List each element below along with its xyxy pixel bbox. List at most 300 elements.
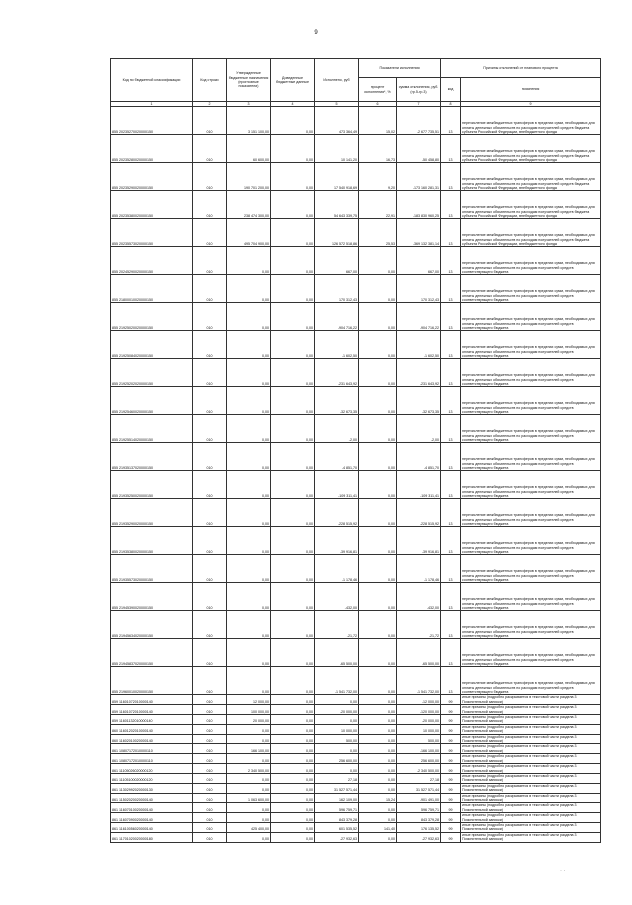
row-code-cell: 010 <box>193 555 227 583</box>
reason-code-cell: 99 <box>441 695 461 705</box>
reason-code-cell: 13 <box>441 303 461 331</box>
table-row <box>111 443 601 471</box>
percent-cell: 16,73 <box>359 135 397 163</box>
explanation-cell: перечисление межбюджетных трансферов в пределах сумм, необходимых для оплаты денежных обязательств по расходам получателей средств соответствующего бюджета <box>461 499 601 527</box>
budget-code-cell: 861 11302992020000130 <box>111 783 193 793</box>
limits-cell: 0,00 <box>271 359 315 387</box>
approved-cell: 0,00 <box>227 331 271 359</box>
table-row <box>111 191 601 219</box>
budget-code-cell: 861 11607010020000140 <box>111 803 193 813</box>
budget-code-cell: 855 21925020020000150 <box>111 303 193 331</box>
table-row <box>111 583 601 611</box>
limits-cell: 0,00 <box>271 443 315 471</box>
approved-cell: 0,00 <box>227 734 271 744</box>
deviation-cell: -32 673,35 <box>397 387 441 415</box>
executed-cell: 162 109,00 <box>315 793 359 803</box>
reason-code-cell: 99 <box>441 832 461 842</box>
percent-cell: 0,00 <box>359 803 397 813</box>
budget-code-cell: 855 21925460020000150 <box>111 387 193 415</box>
budget-code-cell: 855 20245290020000150 <box>111 247 193 275</box>
header-deviation: сумма отклонения, руб. (гр.5-гр.3) <box>397 78 441 102</box>
table-row <box>111 303 601 331</box>
approved-cell: 166 100,00 <box>227 744 271 754</box>
limits-cell: 0,00 <box>271 813 315 823</box>
reason-code-cell: 13 <box>441 359 461 387</box>
explanation-cell: перечисление межбюджетных трансферов в пределах сумм, необходимых для оплаты денежных обязательств по расходам получателей средств соответствующего бюджета <box>461 527 601 555</box>
explanation-cell: перечисление межбюджетных трансферов в пределах сумм, необходимых для оплаты денежных обязательств по расходам получателей средств соответствующего бюджета <box>461 639 601 667</box>
executed-cell: 170 312,43 <box>315 275 359 303</box>
table-row <box>111 499 601 527</box>
approved-cell: 0,00 <box>227 303 271 331</box>
row-code-cell: 010 <box>193 107 227 135</box>
row-code-cell: 010 <box>193 191 227 219</box>
row-code-cell: 010 <box>193 764 227 774</box>
row-code-cell: 010 <box>193 275 227 303</box>
deviation-cell: 256 600,00 <box>397 754 441 764</box>
header-executed: Исполнено, руб <box>315 59 359 102</box>
table-row <box>111 803 601 813</box>
deviation-cell: -432,00 <box>397 583 441 611</box>
budget-code-cell: 855 21925514020000150 <box>111 415 193 443</box>
deviation-cell: -39 916,81 <box>397 527 441 555</box>
explanation-cell: иные причины (подробно раскрывается в текстовой части раздела 3 Пояснительной записки) <box>461 705 601 715</box>
deviation-cell: 176 135,52 <box>397 822 441 832</box>
limits-cell: 0,00 <box>271 583 315 611</box>
reason-code-cell: 13 <box>441 527 461 555</box>
deviation-cell: -1 178,46 <box>397 555 441 583</box>
limits-cell: 0,00 <box>271 219 315 247</box>
approved-cell: 0,00 <box>227 639 271 667</box>
deviation-cell: -1 541 732,00 <box>397 667 441 695</box>
row-code-cell: 010 <box>193 734 227 744</box>
budget-code-cell: 860 11601202010000140 <box>111 724 193 734</box>
reason-code-cell: 13 <box>441 247 461 275</box>
executed-cell: -1 178,46 <box>315 555 359 583</box>
deviation-cell: 170 312,43 <box>397 275 441 303</box>
explanation-cell: перечисление межбюджетных трансферов в пределах сумм, необходимых для оплаты денежных обязательств по расходам получателей средств соответствующего бюджета <box>461 331 601 359</box>
percent-cell: 0,00 <box>359 583 397 611</box>
executed-cell: -1 602,50 <box>315 331 359 359</box>
table-row <box>111 793 601 803</box>
table-row <box>111 744 601 754</box>
budget-code-cell: 855 21925084020000150 <box>111 331 193 359</box>
reason-code-cell: 13 <box>441 583 461 611</box>
row-code-cell: 010 <box>193 822 227 832</box>
limits-cell: 0,00 <box>271 163 315 191</box>
percent-cell: 0,00 <box>359 331 397 359</box>
reason-code-cell: 13 <box>441 611 461 639</box>
percent-cell: 141,40 <box>359 822 397 832</box>
column-number: 2 <box>193 102 227 107</box>
executed-cell: 10 000,00 <box>315 724 359 734</box>
row-code-cell: 010 <box>193 639 227 667</box>
percent-cell: 0,00 <box>359 724 397 734</box>
limits-cell: 0,00 <box>271 803 315 813</box>
header-approved: Утвержденные бюджетные назначения (прогнозные показатели) <box>227 59 271 102</box>
reason-code-cell: 99 <box>441 813 461 823</box>
deviation-cell: -369 132 381,14 <box>397 219 441 247</box>
percent-cell: 0,00 <box>359 667 397 695</box>
row-code-cell: 010 <box>193 219 227 247</box>
row-code-cell: 010 <box>193 135 227 163</box>
budget-code-cell: 855 21935137020000150 <box>111 443 193 471</box>
explanation-cell: перечисление межбюджетных трансферов в пределах сумм, необходимых для оплаты денежных обязательств по расходам получателей средств соответствующего бюджета <box>461 583 601 611</box>
deviation-cell: -120 000,00 <box>397 705 441 715</box>
approved-cell: 100 000,00 <box>227 705 271 715</box>
executed-cell: 0,00 <box>315 695 359 705</box>
limits-cell: 0,00 <box>271 793 315 803</box>
limits-cell: 0,00 <box>271 754 315 764</box>
row-code-cell: 010 <box>193 443 227 471</box>
approved-cell: 0,00 <box>227 754 271 764</box>
approved-cell: 425 400,00 <box>227 822 271 832</box>
deviation-cell: -65 500,00 <box>397 639 441 667</box>
reason-code-cell: 13 <box>441 219 461 247</box>
approved-cell: 0,00 <box>227 247 271 275</box>
explanation-cell: перечисление межбюджетных трансферов в пределах сумм, необходимых для оплаты денежных обязательств по расходам получателей средств соответствующего бюджета <box>461 555 601 583</box>
limits-cell: 0,00 <box>271 822 315 832</box>
budget-code-cell: 855 20235270020000150 <box>111 107 193 135</box>
reason-code-cell: 13 <box>441 107 461 135</box>
table-row <box>111 219 601 247</box>
percent-cell: 0,00 <box>359 611 397 639</box>
executed-cell: 31 527 571,44 <box>315 783 359 793</box>
percent-cell: 0,00 <box>359 387 397 415</box>
executed-cell: 667,00 <box>315 247 359 275</box>
percent-cell: 0,00 <box>359 695 397 705</box>
reason-code-cell: 99 <box>441 744 461 754</box>
approved-cell: 0,00 <box>227 443 271 471</box>
deviation-cell: 10 000,00 <box>397 724 441 734</box>
row-code-cell: 010 <box>193 715 227 725</box>
approved-cell: 60 600,00 <box>227 135 271 163</box>
table-row <box>111 667 601 695</box>
executed-cell: -904 716,22 <box>315 303 359 331</box>
table-row <box>111 135 601 163</box>
budget-code-cell: 861 11607090020000140 <box>111 813 193 823</box>
reason-code-cell: 99 <box>441 793 461 803</box>
executed-cell: 10 141,20 <box>315 135 359 163</box>
percent-cell: 0,00 <box>359 832 397 842</box>
column-number: 1 <box>111 102 193 107</box>
explanation-cell: иные причины (подробно раскрывается в текстовой части раздела 3 Пояснительной записки) <box>461 764 601 774</box>
deviation-cell: -4 851,70 <box>397 443 441 471</box>
row-code-cell: 010 <box>193 415 227 443</box>
explanation-cell: иные причины (подробно раскрывается в текстовой части раздела 3 Пояснительной записки) <box>461 803 601 813</box>
budget-code-cell: 860 11602010020000140 <box>111 734 193 744</box>
percent-cell: 0,00 <box>359 744 397 754</box>
executed-cell: 473 364,49 <box>315 107 359 135</box>
budget-code-cell: 861 11105100020000120 <box>111 773 193 783</box>
executed-cell: 126 572 518,86 <box>315 219 359 247</box>
approved-cell: 0,00 <box>227 527 271 555</box>
approved-cell: 0,00 <box>227 773 271 783</box>
executed-cell: -109 311,41 <box>315 471 359 499</box>
percent-cell: 0,00 <box>359 639 397 667</box>
column-number: 4 <box>271 102 315 107</box>
budget-code-cell: 861 11502020020000140 <box>111 793 193 803</box>
row-code-cell: 010 <box>193 695 227 705</box>
row-code-cell: 010 <box>193 471 227 499</box>
limits-cell: 0,00 <box>271 191 315 219</box>
row-code-cell: 010 <box>193 773 227 783</box>
percent-cell: 0,00 <box>359 813 397 823</box>
approved-cell: 3 151 100,00 <box>227 107 271 135</box>
approved-cell: 0,00 <box>227 611 271 639</box>
explanation-cell: перечисление межбюджетных трансферов в пределах сумм, необходимых для оплаты денежных обязательств по расходам получателей средств соответствующего бюджета <box>461 415 601 443</box>
deviation-cell: -50 458,80 <box>397 135 441 163</box>
limits-cell: 0,00 <box>271 715 315 725</box>
row-code-cell: 010 <box>193 163 227 191</box>
row-code-cell: 010 <box>193 331 227 359</box>
approved-cell: 0,00 <box>227 667 271 695</box>
limits-cell: 0,00 <box>271 832 315 842</box>
limits-cell: 0,00 <box>271 555 315 583</box>
limits-cell: 0,00 <box>271 527 315 555</box>
reason-code-cell: 13 <box>441 499 461 527</box>
header-reason-code: код <box>441 78 461 102</box>
executed-cell: -20 000,00 <box>315 705 359 715</box>
approved-cell: 0,00 <box>227 359 271 387</box>
reason-code-cell: 13 <box>441 471 461 499</box>
row-code-cell: 010 <box>193 303 227 331</box>
executed-cell: 17 540 918,69 <box>315 163 359 191</box>
reason-code-cell: 13 <box>441 191 461 219</box>
percent-cell: 15,02 <box>359 107 397 135</box>
deviation-cell: 500,00 <box>397 734 441 744</box>
row-code-cell: 010 <box>193 783 227 793</box>
budget-code-cell: 855 21935573020000150 <box>111 555 193 583</box>
row-code-cell: 010 <box>193 667 227 695</box>
budget-code-cell: 859 11601072010000140 <box>111 705 193 715</box>
executed-cell: -21,72 <box>315 611 359 639</box>
percent-cell: 22,91 <box>359 191 397 219</box>
approved-cell: 495 704 900,00 <box>227 219 271 247</box>
budget-code-cell: 855 21945390020000150 <box>111 583 193 611</box>
page-number: 9 <box>314 30 318 36</box>
percent-cell: 0,00 <box>359 303 397 331</box>
table-row <box>111 715 601 725</box>
limits-cell: 0,00 <box>271 773 315 783</box>
deviation-cell: -21,72 <box>397 611 441 639</box>
executed-cell: 596 759,71 <box>315 803 359 813</box>
deviation-cell: -109 311,41 <box>397 471 441 499</box>
reason-code-cell: 99 <box>441 734 461 744</box>
explanation-cell: перечисление межбюджетных трансферов в пределах сумм, необходимых для оплаты денежных обязательств по расходам получателей средств соответствующего бюджета <box>461 275 601 303</box>
explanation-cell: перечисление межбюджетных трансферов в пределах сумм, необходимых для оплаты денежных обязательств по расходам получателей средств бюджета субъекта Российской Федерации, внебюджетного фонда <box>461 191 601 219</box>
percent-cell: 0,00 <box>359 471 397 499</box>
reason-code-cell: 13 <box>441 331 461 359</box>
deviation-cell: 31 527 571,44 <box>397 783 441 793</box>
budget-code-cell: 855 21925202020000150 <box>111 359 193 387</box>
approved-cell: 0,00 <box>227 583 271 611</box>
budget-code-cell: 861 11105026020000120 <box>111 764 193 774</box>
explanation-cell: иные причины (подробно раскрывается в текстовой части раздела 3 Пояснительной записки) <box>461 695 601 705</box>
executed-cell: 601 535,52 <box>315 822 359 832</box>
limits-cell: 0,00 <box>271 744 315 754</box>
row-code-cell: 010 <box>193 832 227 842</box>
table-row <box>111 734 601 744</box>
header-percent: процент исполнения*, % <box>359 78 397 102</box>
reason-code-cell: 13 <box>441 163 461 191</box>
budget-code-cell: 855 21945634020000150 <box>111 611 193 639</box>
deviation-cell: -1 602,50 <box>397 331 441 359</box>
row-code-cell: 010 <box>193 705 227 715</box>
table-row <box>111 705 601 715</box>
explanation-cell: иные причины (подробно раскрывается в текстовой части раздела 3 Пояснительной записки) <box>461 754 601 764</box>
table-row <box>111 813 601 823</box>
table-row <box>111 695 601 705</box>
limits-cell: 0,00 <box>271 303 315 331</box>
approved-cell: 238 474 300,00 <box>227 191 271 219</box>
explanation-cell: иные причины (подробно раскрывается в текстовой части раздела 3 Пояснительной записки) <box>461 734 601 744</box>
column-number: 3 <box>227 102 271 107</box>
explanation-cell: иные причины (подробно раскрывается в текстовой части раздела 3 Пояснительной записки) <box>461 715 601 725</box>
percent-cell: 0,00 <box>359 415 397 443</box>
budget-code-cell: 855 21935290020000150 <box>111 499 193 527</box>
explanation-cell: перечисление межбюджетных трансферов в пределах сумм, необходимых для оплаты денежных обязательств по расходам получателей средств соответствующего бюджета <box>461 387 601 415</box>
deviation-cell: -166 100,00 <box>397 744 441 754</box>
row-code-cell: 010 <box>193 499 227 527</box>
deviation-cell: -27 932,63 <box>397 832 441 842</box>
executed-cell: 500,00 <box>315 734 359 744</box>
budget-code-cell: 855 21935380020000150 <box>111 527 193 555</box>
executed-cell: -65 500,00 <box>315 639 359 667</box>
budget-code-cell: 855 20235380020000150 <box>111 191 193 219</box>
percent-cell: 0,00 <box>359 715 397 725</box>
limits-cell: 0,00 <box>271 734 315 744</box>
header-indicators: Показатели исполнения <box>359 59 441 78</box>
limits-cell: 0,00 <box>271 471 315 499</box>
row-code-cell: 010 <box>193 387 227 415</box>
deviation-cell: -2 340 500,00 <box>397 764 441 774</box>
percent-cell: 0,00 <box>359 783 397 793</box>
executed-cell: 0,00 <box>315 764 359 774</box>
limits-cell: 0,00 <box>271 783 315 793</box>
row-code-cell: 010 <box>193 813 227 823</box>
approved-cell: 0,00 <box>227 415 271 443</box>
table-row <box>111 783 601 793</box>
executed-cell: -228 515,92 <box>315 499 359 527</box>
percent-cell: 0,00 <box>359 754 397 764</box>
executed-cell: -39 916,81 <box>315 527 359 555</box>
reason-code-cell: 13 <box>441 135 461 163</box>
explanation-cell: иные причины (подробно раскрывается в текстовой части раздела 3 Пояснительной записки) <box>461 744 601 754</box>
limits-cell: 0,00 <box>271 331 315 359</box>
table-row <box>111 387 601 415</box>
limits-cell: 0,00 <box>271 107 315 135</box>
approved-cell: 0,00 <box>227 499 271 527</box>
explanation-cell: перечисление межбюджетных трансферов в пределах сумм, необходимых для оплаты денежных обязательств по расходам получателей средств соответствующего бюджета <box>461 303 601 331</box>
budget-code-cell: 859 11601132010000140 <box>111 715 193 725</box>
deviation-cell: -228 515,92 <box>397 499 441 527</box>
limits-cell: 0,00 <box>271 415 315 443</box>
reason-code-cell: 99 <box>441 764 461 774</box>
reason-code-cell: 13 <box>441 387 461 415</box>
reason-code-cell: 13 <box>441 275 461 303</box>
approved-cell: 2 340 500,00 <box>227 764 271 774</box>
executed-cell: -2,00 <box>315 415 359 443</box>
limits-cell: 0,00 <box>271 275 315 303</box>
table-row <box>111 754 601 764</box>
table-row <box>111 247 601 275</box>
deviation-cell: -183 830 960,25 <box>397 191 441 219</box>
reason-code-cell: 99 <box>441 803 461 813</box>
approved-cell: 0,00 <box>227 813 271 823</box>
deviation-cell: -2,00 <box>397 415 441 443</box>
row-code-cell: 010 <box>193 611 227 639</box>
column-number: 8 <box>441 102 461 107</box>
reason-code-cell: 99 <box>441 715 461 725</box>
table-row <box>111 471 601 499</box>
explanation-cell: иные причины (подробно раскрывается в текстовой части раздела 3 Пояснительной записки) <box>461 813 601 823</box>
deviation-cell: 843 379,28 <box>397 813 441 823</box>
row-code-cell: 010 <box>193 527 227 555</box>
table-row <box>111 555 601 583</box>
explanation-cell: перечисление межбюджетных трансферов в пределах сумм, необходимых для оплаты денежных обязательств по расходам получателей средств соответствующего бюджета <box>461 359 601 387</box>
limits-cell: 0,00 <box>271 695 315 705</box>
limits-cell: 0,00 <box>271 724 315 734</box>
reason-code-cell: 13 <box>441 415 461 443</box>
table-row <box>111 832 601 842</box>
percent-cell: 9,20 <box>359 163 397 191</box>
percent-cell: 0,00 <box>359 247 397 275</box>
reason-code-cell: 99 <box>441 822 461 832</box>
approved-cell: 0,00 <box>227 471 271 499</box>
approved-cell: 0,00 <box>227 803 271 813</box>
row-code-cell: 010 <box>193 754 227 764</box>
header-code: Код по бюджетной классификации <box>111 59 193 102</box>
deviation-cell: -231 643,92 <box>397 359 441 387</box>
header-limits: Доведенные бюджетные данные <box>271 59 315 102</box>
limits-cell: 0,00 <box>271 667 315 695</box>
deviation-cell: -173 160 281,31 <box>397 163 441 191</box>
explanation-cell: перечисление межбюджетных трансферов в пределах сумм, необходимых для оплаты денежных обязательств по расходам получателей средств соответствующего бюджета <box>461 611 601 639</box>
approved-cell: 0,00 <box>227 555 271 583</box>
budget-code-cell: 855 21960010020000150 <box>111 667 193 695</box>
limits-cell: 0,00 <box>271 764 315 774</box>
deviation-cell: -20 000,00 <box>397 715 441 725</box>
explanation-cell: иные причины (подробно раскрывается в текстовой части раздела 3 Пояснительной записки) <box>461 793 601 803</box>
executed-cell: -27 932,63 <box>315 832 359 842</box>
executed-cell: 0,00 <box>315 744 359 754</box>
deviation-cell: -901 491,00 <box>397 793 441 803</box>
deviation-cell: -904 716,22 <box>397 303 441 331</box>
reason-code-cell: 99 <box>441 724 461 734</box>
column-number: 9 <box>461 102 601 107</box>
executed-cell: 0,00 <box>315 715 359 725</box>
budget-code-cell: 855 21935250020000150 <box>111 471 193 499</box>
limits-cell: 0,00 <box>271 387 315 415</box>
approved-cell: 0,00 <box>227 832 271 842</box>
approved-cell: 1 063 600,00 <box>227 793 271 803</box>
reason-code-cell: 13 <box>441 639 461 667</box>
table-row <box>111 163 601 191</box>
executed-cell: 54 643 339,75 <box>315 191 359 219</box>
approved-cell: 0,00 <box>227 783 271 793</box>
percent-cell: 0,00 <box>359 527 397 555</box>
limits-cell: 0,00 <box>271 247 315 275</box>
table-row <box>111 359 601 387</box>
executed-cell: 27,18 <box>315 773 359 783</box>
percent-cell: 15,24 <box>359 793 397 803</box>
percent-cell: 0,00 <box>359 734 397 744</box>
budget-code-cell: 861 10807172010000110 <box>111 744 193 754</box>
header-explanation: пояснения <box>461 78 601 102</box>
row-code-cell: 010 <box>193 744 227 754</box>
table-row <box>111 773 601 783</box>
approved-cell: 0,00 <box>227 387 271 415</box>
